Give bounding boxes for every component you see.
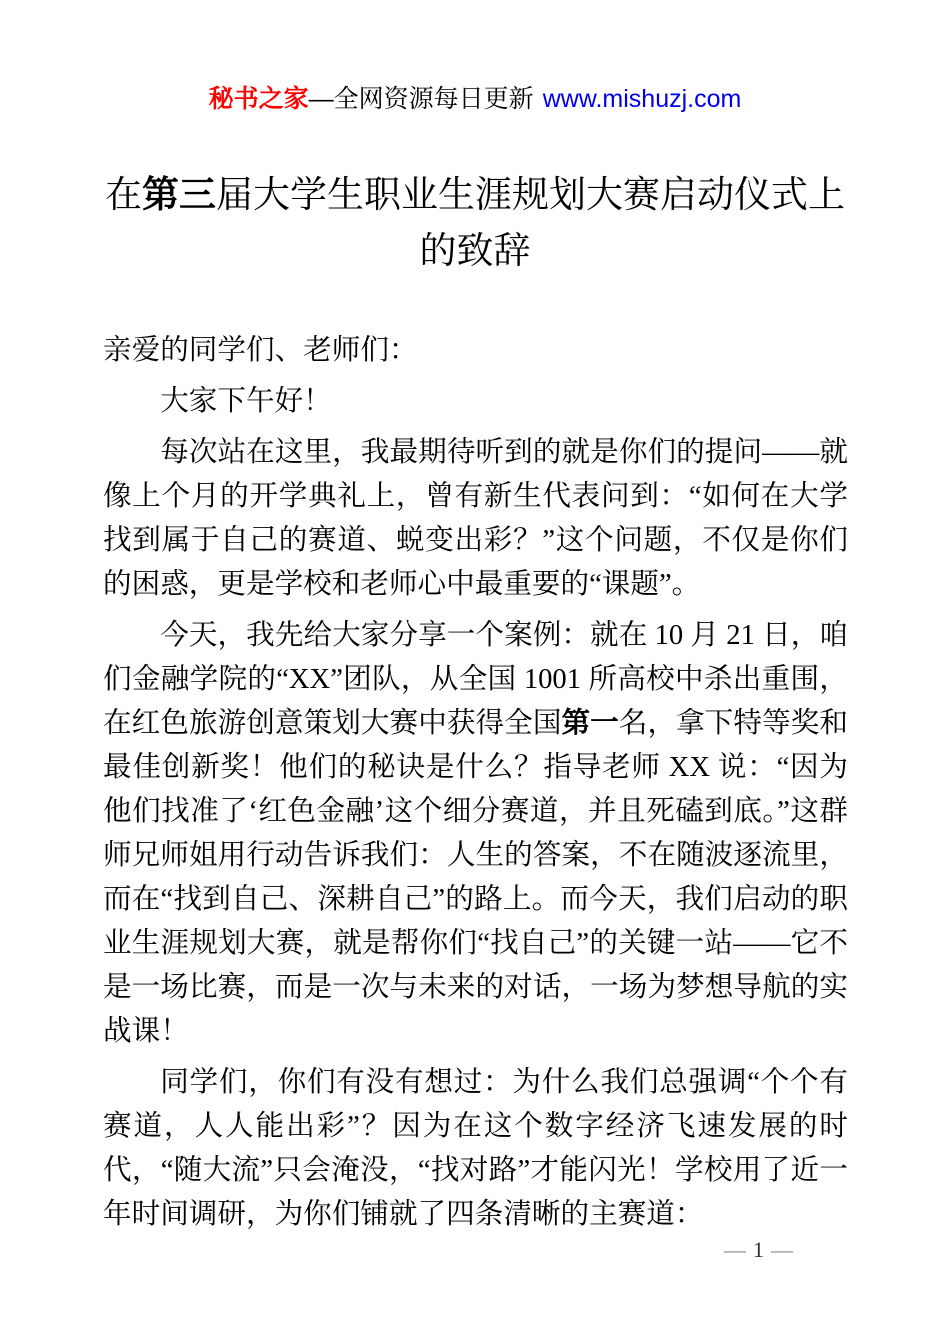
- paragraph: [103, 380, 848, 424]
- page-number: 1: [753, 1237, 764, 1262]
- paragraph: [103, 1061, 848, 1237]
- footer-dash-right: —: [771, 1237, 793, 1262]
- site-tagline: —全网资源每日更新: [308, 85, 534, 113]
- site-url-link[interactable]: www.mishuzj.com: [542, 85, 742, 113]
- page-footer: [717, 1237, 800, 1263]
- document-title: [100, 167, 850, 279]
- site-header: [0, 0, 950, 115]
- text-run: 届大学生职业生涯规划大赛启动仪式上的致辞: [216, 174, 845, 271]
- text-run: 亲爱的同学们、老师们：: [103, 335, 418, 366]
- text-run: 在: [105, 174, 142, 215]
- text-run: 名，拿下特等奖和最佳创新奖！他们的秘诀是什么？指导老师 XX 说：“因为他们找准了‘红色金融’这个细分赛道，并且死磕到底。”这群师兄师姐用行动告诉我们：人生的答案，不在随波逐流里，而在“找到自己、深耕自己”的路上。而今天，我们启动的职业生涯规划大赛，就是帮你们“找自己”的关键一站——它不是一场比赛，而是一次与未来的对话，一场为梦想导航的实战课！: [103, 708, 848, 1047]
- paragraph: [103, 614, 848, 1054]
- paragraph: [103, 329, 848, 373]
- speech-body: [103, 329, 848, 1237]
- text-run: 每次站在这里，我最期待听到的就是你们的提问——就像上个月的开学典礼上，曾有新生代表问到：“如何在大学找到属于自己的赛道、蜕变出彩？”这个问题，不仅是你们的困惑，更是学校和老师心中最重要的“课题”。: [103, 437, 848, 600]
- paragraph: [103, 431, 848, 607]
- bold-run: 第三: [142, 174, 216, 215]
- text-run: 今天，我先给大家分享一个案例：就在 10 月 21 日，咱们金融学院的“XX”团队，从全国 1001 所高校中杀出重围，在红色旅游创意策划大赛中获得全国: [103, 620, 848, 739]
- text-run: 大家下午好！: [160, 386, 332, 417]
- bold-run: 第一: [561, 708, 619, 739]
- text-run: 同学们，你们有没有想过：为什么我们总强调“个个有赛道，人人能出彩”？因为在这个数字经济飞速发展的时代，“随大流”只会淹没，“找对路”才能闪光！学校用了近一年时间调研，为你们铺就了四条清晰的主赛道：: [103, 1067, 848, 1230]
- footer-dash-left: —: [724, 1237, 746, 1262]
- site-name: 秘书之家: [208, 85, 309, 113]
